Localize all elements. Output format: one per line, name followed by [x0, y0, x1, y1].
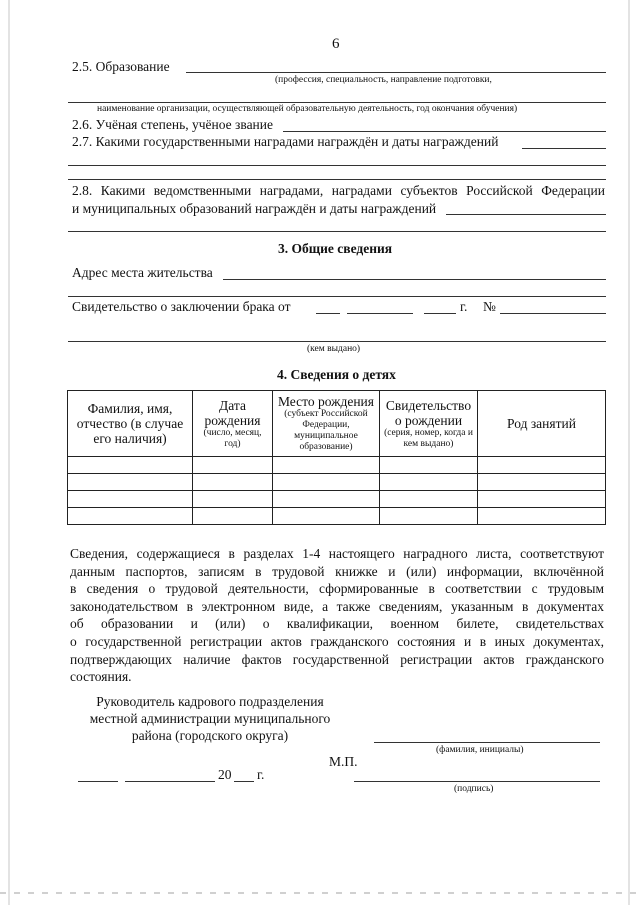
marriage-number-line[interactable]: [500, 313, 606, 314]
address-label: Адрес места жительства: [72, 265, 213, 280]
state-awards-field-line-2[interactable]: [68, 165, 606, 166]
state-awards-field-line-3[interactable]: [68, 179, 606, 180]
col-fio: Фамилия, имя, отчество (в случае его наличия): [68, 391, 193, 457]
address-field-line-2[interactable]: [68, 296, 606, 297]
education-field-line[interactable]: [186, 72, 606, 73]
dept-awards-label-line2: и муниципальных образований награждён и даты награждений: [72, 201, 437, 216]
marriage-month-line[interactable]: [347, 313, 413, 314]
issued-by-hint: (кем выдано): [307, 344, 361, 354]
section-4-title: 4. Сведения о детях: [277, 367, 396, 382]
education-hint-1: (профессия, специальность, направление подготовки,: [275, 75, 492, 85]
statement-paragraph: Сведения, содержащиеся в разделах 1-4 настоящего наградного листа, соответствуют данным паспортов, записям в трудовой книжке и (или) информации, включённой в сведения о трудовой деятельности, сформированные в соответствии с трудовым законодательством в электронном виде, а также сведениям, указанным в документах об образовании и (или) о квалификации, военном билете, свидетельствах о государственной регистрации актов гражданского состояния и в иных документах, подтверждающих наличие фактов государственной регистрации актов гражданского состояния.: [70, 546, 604, 685]
signer-role-line1: Руководитель кадрового подразделения: [96, 694, 324, 709]
marriage-issuer-line[interactable]: [68, 341, 606, 342]
date-year-suffix: г.: [257, 767, 265, 782]
signer-role-line2: местной администрации муниципального: [89, 711, 331, 726]
page-number: 6: [332, 36, 340, 52]
date-month-line[interactable]: [125, 781, 215, 782]
signature-field-line[interactable]: [354, 781, 600, 782]
marriage-day-line[interactable]: [316, 313, 340, 314]
state-awards-field-line[interactable]: [522, 148, 606, 149]
education-hint-2: наименование организации, осуществляющей образовательную деятельность, год окончания обучения): [97, 104, 518, 114]
stamp-mark: М.П.: [329, 754, 358, 769]
marriage-number-sign: №: [483, 299, 496, 314]
table-row[interactable]: [68, 457, 606, 474]
state-awards-label: 2.7. Какими государственными наградами награждён и даты награждений: [72, 134, 499, 149]
date-year-line[interactable]: [234, 781, 254, 782]
date-year-prefix: 20: [218, 767, 232, 782]
dept-awards-field-line-2[interactable]: [68, 231, 606, 232]
scan-edge-right: [628, 0, 630, 905]
signature-hint: (подпись): [454, 784, 494, 794]
children-table: [67, 390, 606, 525]
section-3-title: 3. Общие сведения: [278, 241, 393, 256]
marriage-label: Свидетельство о заключении брака от: [72, 299, 291, 314]
scan-edge-left: [8, 0, 10, 905]
col-birth-certificate: Свидетельство о рождении (серия, номер, когда и кем выдано): [380, 391, 478, 457]
col-birth-date: Дата рождения (число, месяц, год): [193, 391, 273, 457]
name-field-line[interactable]: [374, 742, 600, 743]
name-hint: (фамилия, инициалы): [436, 745, 524, 755]
education-label: 2.5. Образование: [72, 59, 170, 74]
education-field-line-2[interactable]: [68, 102, 606, 103]
signer-role-line3: района (городского округа): [131, 728, 289, 743]
scan-footer-noise: [0, 892, 640, 894]
marriage-year-suffix: г.: [460, 299, 468, 314]
table-row[interactable]: [68, 491, 606, 508]
degree-field-line[interactable]: [283, 131, 606, 132]
dept-awards-label-line1: 2.8. Какими ведомственными наградами, наградами субъектов Российской Федерации: [72, 183, 605, 198]
dept-awards-field-line[interactable]: [446, 214, 606, 215]
address-field-line[interactable]: [223, 279, 606, 280]
table-row[interactable]: [68, 508, 606, 525]
children-table-header: [68, 391, 606, 457]
date-day-line[interactable]: [78, 781, 118, 782]
table-row[interactable]: [68, 474, 606, 491]
degree-label: 2.6. Учёная степень, учёное звание: [72, 117, 273, 132]
col-occupation: Род занятий: [478, 391, 606, 457]
marriage-year-line[interactable]: [424, 313, 456, 314]
col-birth-place: Место рождения (субъект Российской Федерации, муниципальное образование): [273, 391, 380, 457]
